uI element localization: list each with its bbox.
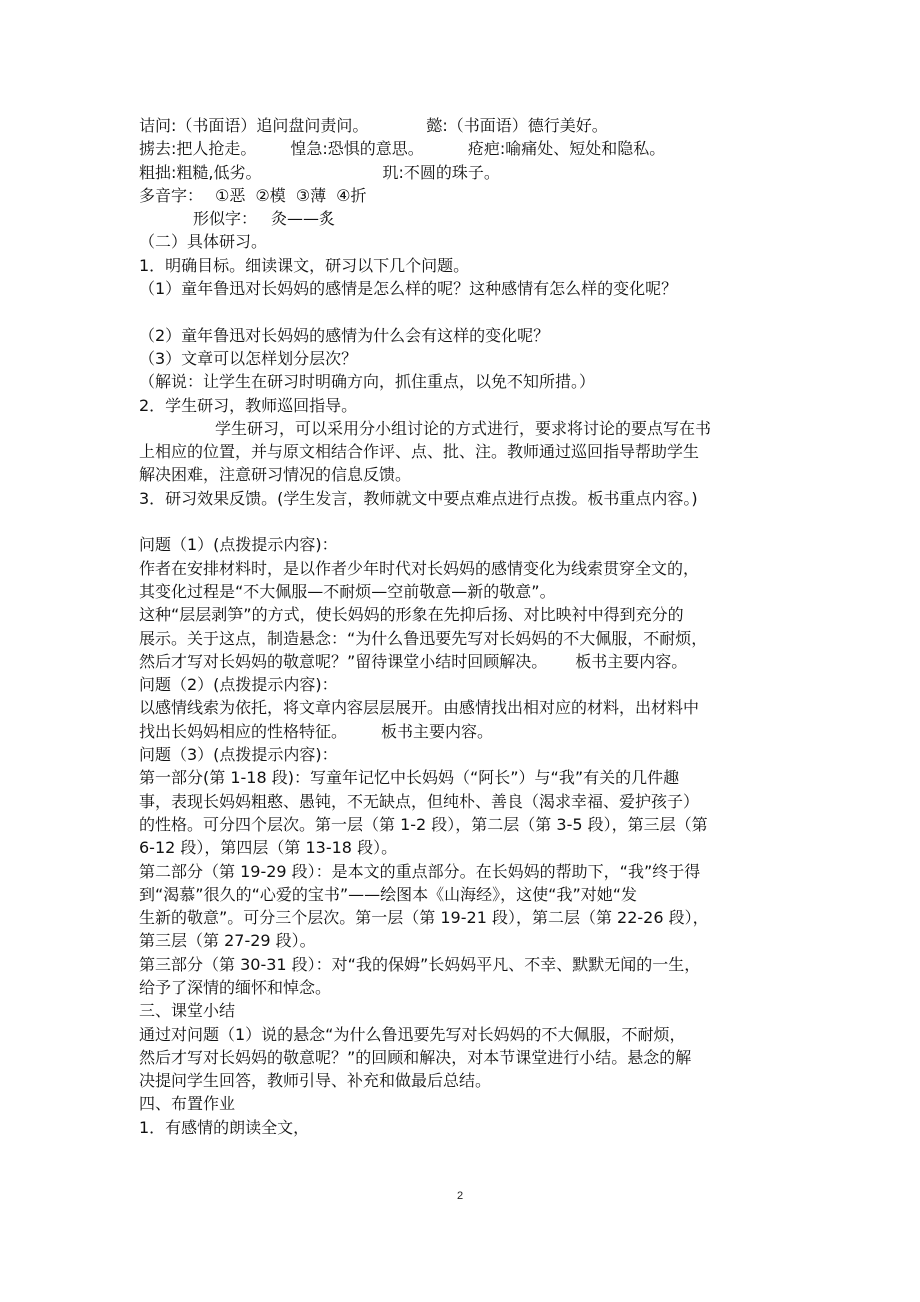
summary-line: 决提问学生回答，教师引导、补充和做最后总结。 bbox=[139, 1071, 492, 1091]
step-2-body: 解决困难，注意研习情况的信息反馈。 bbox=[139, 465, 412, 485]
page-number: 2 bbox=[456, 1190, 464, 1202]
answer-3-line: 第三部分（第 30-31 段）：对“我的保姆”长妈妈平凡、不幸、默默无闻的一生， bbox=[139, 954, 701, 974]
similar-chars: 灸——炙 bbox=[271, 209, 336, 229]
polyphone-item: ③薄 bbox=[295, 185, 327, 205]
question-3: （3）文章可以怎样划分层次？ bbox=[139, 348, 358, 368]
answer-1-title: 问题（1）(点拨提示内容)： bbox=[139, 535, 338, 555]
step-2: 2．学生研习，教师巡回指导。 bbox=[139, 395, 358, 415]
step-1: 1．明确目标。细读课文，研习以下几个问题。 bbox=[139, 255, 470, 275]
polyphone-item: ④折 bbox=[336, 185, 367, 205]
polyphone-label: 多音字： bbox=[139, 185, 204, 205]
answer-3-line: 的性格。可分四个层次。第一层（第 1-2 段），第二层（第 3-5 段），第三层（第 bbox=[139, 814, 708, 834]
vocab-row-1 bbox=[139, 114, 789, 137]
answer-3-line: 生新的敬意”。可分三个层次。第一层（第 19-21 段），第二层（第 22-26 段）， bbox=[139, 908, 709, 928]
vocab-entry: 掳去:把人抢走。 bbox=[139, 139, 257, 159]
answer-1-line-last bbox=[139, 650, 789, 673]
document-body bbox=[139, 114, 789, 1139]
answer-2-line-last bbox=[139, 720, 789, 743]
summary-line: 通过对问题（1）说的悬念“为什么鲁迅要先写对长妈妈的不大佩服，不耐烦， bbox=[139, 1024, 686, 1044]
answer-3-line: 第三层（第 27-29 段）。 bbox=[139, 931, 316, 951]
answer-2-line: 以感情线索为依托，将文章内容层层展开。由感情找出相对应的材料，出材料中 bbox=[139, 698, 700, 718]
answer-3-line: 6-12 段），第四层（第 13-18 段）。 bbox=[139, 838, 398, 858]
step-2-body: 上相应的位置，并与原文相结合作评、点、批、注。教师通过巡回指导帮助学生 bbox=[139, 442, 700, 462]
polyphone-item: ②模 bbox=[255, 185, 286, 205]
vocab-row-2 bbox=[139, 137, 789, 160]
summary-line: 然后才写对长妈妈的敬意呢？”的回顾和解决，对本节课堂进行小结。悬念的解 bbox=[139, 1047, 692, 1067]
polyphone-row bbox=[139, 184, 789, 207]
question-1: （1）童年鲁迅对长妈妈的感情是怎么样的呢？这种感情有怎么样的变化呢？ bbox=[139, 279, 678, 299]
board-note: 板书主要内容。 bbox=[381, 721, 494, 741]
board-note: 板书主要内容。 bbox=[575, 651, 688, 671]
vocab-row-3 bbox=[139, 161, 789, 184]
answer-3-line: 事，表现长妈妈粗憨、愚钝，不无缺点，但纯朴、善良（渴求幸福、爱护孩子） bbox=[139, 791, 700, 811]
section-heading: （二）具体研习。 bbox=[139, 232, 268, 252]
answer-3-title: 问题（3）(点拨提示内容)： bbox=[139, 745, 338, 765]
answer-1-line: 这种“层层剥笋”的方式，使长妈妈的形象在先抑后扬、对比映衬中得到充分的 bbox=[139, 605, 684, 625]
vocab-entry: 惶急:恐惧的意思。 bbox=[290, 139, 424, 159]
similar-chars-row bbox=[139, 207, 789, 230]
answer-1-line: 其变化过程是“不大佩服—不耐烦—空前敬意—新的敬意”。 bbox=[139, 581, 556, 601]
section-heading: 四、布置作业 bbox=[139, 1094, 236, 1114]
answer-3-line: 第一部分(第 1-18 段)：写童年记忆中长妈妈（“阿长”）与“我”有关的几件趣 bbox=[139, 768, 680, 788]
vocab-entry: 诘问:（书面语）追问盘问责问。 bbox=[139, 116, 369, 135]
question-2: （2）童年鲁迅对长妈妈的感情为什么会有这样的变化呢？ bbox=[139, 325, 550, 345]
answer-2-title: 问题（2）(点拨提示内容)： bbox=[139, 675, 338, 695]
homework-item: 1．有感情的朗读全文， bbox=[139, 1117, 310, 1137]
polyphone-item: ①恶 bbox=[215, 185, 246, 205]
vocab-entry: 疮疤:喻痛处、短处和隐私。 bbox=[467, 139, 666, 159]
similar-label: 形似字： bbox=[193, 209, 258, 229]
answer-1-line: 展示。关于这点，制造悬念：“为什么鲁迅要先写对长妈妈的不大佩服，不耐烦， bbox=[139, 628, 708, 648]
vocab-entry: 粗拙:粗糙,低劣。 bbox=[139, 162, 262, 182]
step-2-body: 学生研习，可以采用分小组讨论的方式进行，要求将讨论的要点写在书 bbox=[215, 418, 712, 438]
answer-3-line: 第二部分（第 19-29 段）：是本文的重点部分。在长妈妈的帮助下，“我”终于得 bbox=[139, 861, 701, 881]
explanation-note: （解说：让学生在研习时明确方向，抓住重点，以免不知所措。） bbox=[139, 372, 596, 392]
section-heading: 三、课堂小结 bbox=[139, 1001, 236, 1021]
blank-line bbox=[139, 300, 789, 323]
answer-1-line: 作者在安排材料时，是以作者少年时代对长妈妈的感情变化为线索贯穿全文的， bbox=[139, 558, 700, 578]
step-3: 3．研习效果反馈。(学生发言，教师就文中要点难点进行点拨。板书重点内容。) bbox=[139, 488, 698, 508]
answer-2-line: 找出长妈妈相应的性格特征。 bbox=[139, 721, 348, 741]
vocab-entry: 玑:不圆的珠子。 bbox=[382, 162, 500, 182]
answer-3-line: 到“渴慕”很久的“心爱的宝书”——绘图本《山海经》，这使“我”对她“发 bbox=[139, 884, 638, 904]
answer-1-line: 然后才写对长妈妈的敬意呢？”留待课堂小结时回顾解决。 bbox=[139, 651, 548, 671]
answer-3-line: 给予了深情的缅怀和悼念。 bbox=[139, 977, 332, 997]
blank-line bbox=[139, 510, 789, 533]
vocab-entry: 懿:（书面语）德行美好。 bbox=[426, 116, 608, 135]
